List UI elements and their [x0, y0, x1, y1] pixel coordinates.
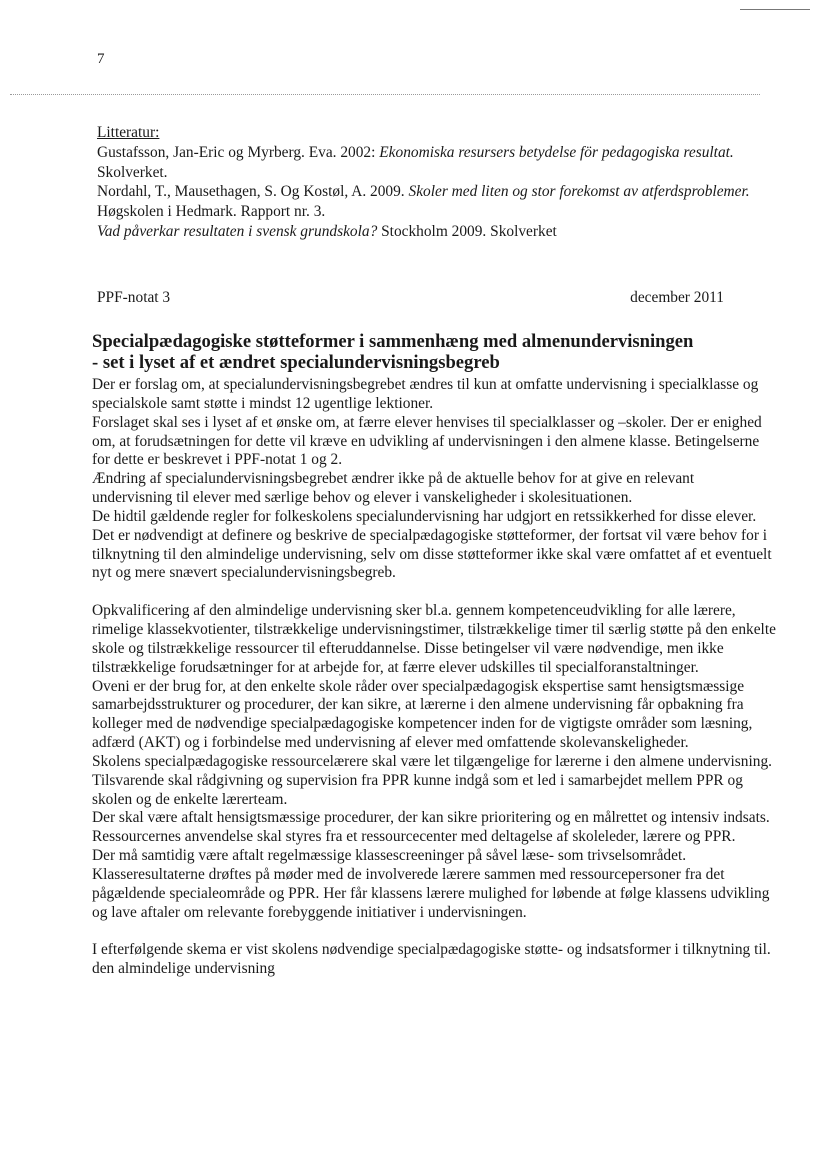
paragraph: Oveni er der brug for, at den enkelte skole råder over specialpædagogisk ekspertise samt hensigtsmæssige samarbejdsstrukturer og procedurer, der kan sikre, at lærerne i den almene undervisning får opbakning fra kolleger med de nødvendige specialpædagogiske kompetencer inden for de vigtigste områder som læsning, adfærd (AKT) og i forbindelse med undervisning af elever med omfattende skolevanskeligheder. — [92, 677, 753, 752]
document-title — [92, 331, 782, 373]
notat-header — [97, 289, 724, 307]
paragraph: Der skal være aftalt hensigtsmæssige procedurer, der kan sikre prioritering og en målrettet og intensiv indsats. Ressourcernes anvendelse skal styres fra et ressourcecenter med deltagelse af skoleleder, lærere og PPR. — [92, 809, 770, 846]
paragraph: Opkvalificering af den almindelige undervisning sker bl.a. gennem kompetenceudvikling for alle lærere, rimelige klassekvotienter, tilstrækkelige undervisningstimer, tilstrækkelige timer til særlig støtte på den enkelte skole og tilstrækkelige ressourcer til efteruddannelse. Disse betingelser vil være nødvendige, men ikke tilstrækkelige forudsætninger for at arbejde for, at færre elever udskilles til specialforanstaltninger. — [92, 602, 776, 676]
notat-date: december 2011 — [630, 289, 724, 306]
literature-entry — [97, 182, 757, 222]
scan-artifact-dotted-line — [10, 94, 760, 95]
paragraph: Der er forslag om, at specialundervisningsbegrebet ændres til kun at omfatte undervisning i specialklasse og specialskole samt støtte i mindst 12 ugentlige lektioner. — [92, 376, 759, 412]
literature-heading: Litteratur: — [97, 124, 160, 141]
paragraph: De hidtil gældende regler for folkeskolens specialundervisning har udgjort en retssikkerhed for disse elever. Det er nødvendigt at definere og beskrive de specialpædagogiske støtteformer, der fortsat vil være behov for i tilknytning til den almindelige undervisning, selv om disse støtteformer ikke skal være omfattet af et eventuelt nyt og mere snævert specialundervisningsbegreb. — [92, 507, 772, 582]
paragraph: Skolens specialpædagogiske ressourcelærere skal være let tilgængelige for lærerne i den almene undervisning. Tilsvarende skal rådgivning og supervision fra PPR kunne indgå som et led i samarbejdet mellem PPR og skolen og de enkelte lærerteam. — [92, 752, 772, 808]
literature-entry-authors: Nordahl, T., Mausethagen, S. Og Kostøl, A. 2009. — [97, 183, 409, 201]
notat-label: PPF-notat 3 — [97, 289, 171, 306]
title-line-1: Specialpædagogiske støtteformer i sammenhæng med almenundervisningen — [92, 331, 694, 352]
literature-entry-title: Ekonomiska resursers betydelse för pedagogiska resultat. — [379, 143, 734, 161]
literature-entry — [97, 143, 757, 183]
scan-artifact-line — [740, 9, 810, 10]
page-number: 7 — [97, 51, 105, 67]
literature-entry-publisher: Skolverket. — [97, 163, 168, 181]
title-line-2: - set i lyset af et ændret specialundervisningsbegreb — [92, 352, 500, 373]
literature-entry-publisher: Høgskolen i Hedmark. Rapport nr. 3. — [97, 203, 326, 221]
literature-entry-title: Skoler med liten og stor forekomst av atferdsproblemer. — [408, 183, 750, 201]
body-text — [92, 376, 776, 979]
paragraph: Ændring af specialundervisningsbegrebet ændrer ikke på de aktuelle behov for at give en relevant undervisning til elever med særlige behov og elever i vanskeligheder i skolesituationen. — [92, 470, 695, 507]
paragraph: Der må samtidig være aftalt regelmæssige klassescreeninger på såvel læse- som trivselsområdet. Klasseresultaterne drøftes på møder med de involverede lærere sammen med ressourcepersoner fra det pågældende specialeområde og PPR. Her får klassens lærere mulighed for løbende at følge klassens udvikling og lave aftaler om relevante forebyggende initiativer i undervisningen. — [92, 847, 770, 921]
literature-entry-publisher: Stockholm 2009. Skolverket — [377, 222, 557, 240]
literature-section — [97, 123, 757, 242]
literature-entry-authors: Gustafsson, Jan-Eric og Myrberg. Eva. 2002: — [97, 143, 380, 161]
literature-entry — [97, 222, 757, 242]
paragraph: Forslaget skal ses i lyset af et ønske om, at færre elever henvises til specialklasser og –skoler. Der er enighed om, at forudsætningen for dette vil kræve en udvikling af undervisningen i den almene klasse. Betingelserne for dette er beskrevet i PPF-notat 1 og 2. — [92, 413, 762, 469]
literature-entry-title: Vad påverkar resultaten i svensk grundskola? — [97, 222, 378, 240]
paragraph: I efterfølgende skema er vist skolens nødvendige specialpædagogiske støtte- og indsatsformer i tilknytning til. den almindelige undervisning — [92, 941, 771, 978]
